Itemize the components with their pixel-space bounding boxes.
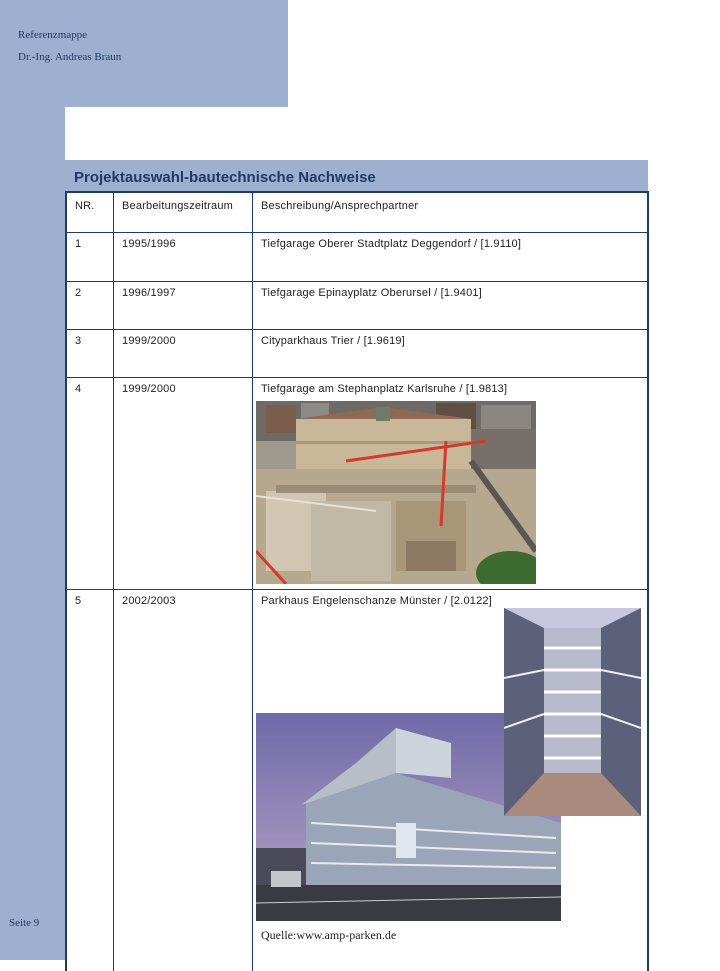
row-1-nr: 1: [75, 238, 82, 250]
section-title: Projektauswahl-bautechnische Nachweise: [74, 169, 376, 186]
parking-garage-atrium-photo: [504, 608, 641, 816]
row-4-period: 1999/2000: [122, 383, 176, 395]
project-table: [65, 191, 649, 971]
image-source-caption: Quelle:www.amp-parken.de: [261, 928, 397, 942]
row-divider: [67, 377, 647, 378]
row-4-description: Tiefgarage am Stephanplatz Karlsruhe / [1.9813]: [261, 383, 508, 395]
row-1-description: Tiefgarage Oberer Stadtplatz Deggendorf / [1.9110]: [261, 238, 522, 250]
row-4-nr: 4: [75, 383, 82, 395]
column-divider: [113, 193, 114, 971]
row-5-period: 2002/2003: [122, 595, 176, 607]
header-block: [0, 0, 288, 107]
header-document-title: Referenzmappe: [18, 29, 88, 41]
row-1-period: 1995/1996: [122, 238, 176, 250]
column-divider: [252, 193, 253, 971]
row-3-nr: 3: [75, 335, 82, 347]
construction-site-photo: [256, 401, 536, 584]
column-header-nr: NR.: [75, 200, 95, 212]
section-title-band: [65, 160, 648, 191]
row-3-description: Cityparkhaus Trier / [1.9619]: [261, 335, 405, 347]
row-2-period: 1996/1997: [122, 287, 176, 299]
row-5-description: Parkhaus Engelenschanze Münster / [2.0122]: [261, 595, 492, 607]
page-number: Seite 9: [9, 917, 40, 929]
column-header-description: Beschreibung/Ansprechpartner: [261, 200, 419, 212]
header-author: Dr.-Ing. Andreas Braun: [18, 51, 122, 63]
row-divider: [67, 589, 647, 590]
row-2-nr: 2: [75, 287, 82, 299]
row-divider: [67, 232, 647, 233]
row-divider: [67, 281, 647, 282]
row-5-nr: 5: [75, 595, 82, 607]
decorative-corner: [65, 107, 110, 157]
row-2-description: Tiefgarage Epinayplatz Oberursel / [1.9401]: [261, 287, 482, 299]
column-header-period: Bearbeitungszeitraum: [122, 200, 234, 212]
left-sidebar-band: [0, 0, 65, 960]
row-divider: [67, 329, 647, 330]
row-3-period: 1999/2000: [122, 335, 176, 347]
